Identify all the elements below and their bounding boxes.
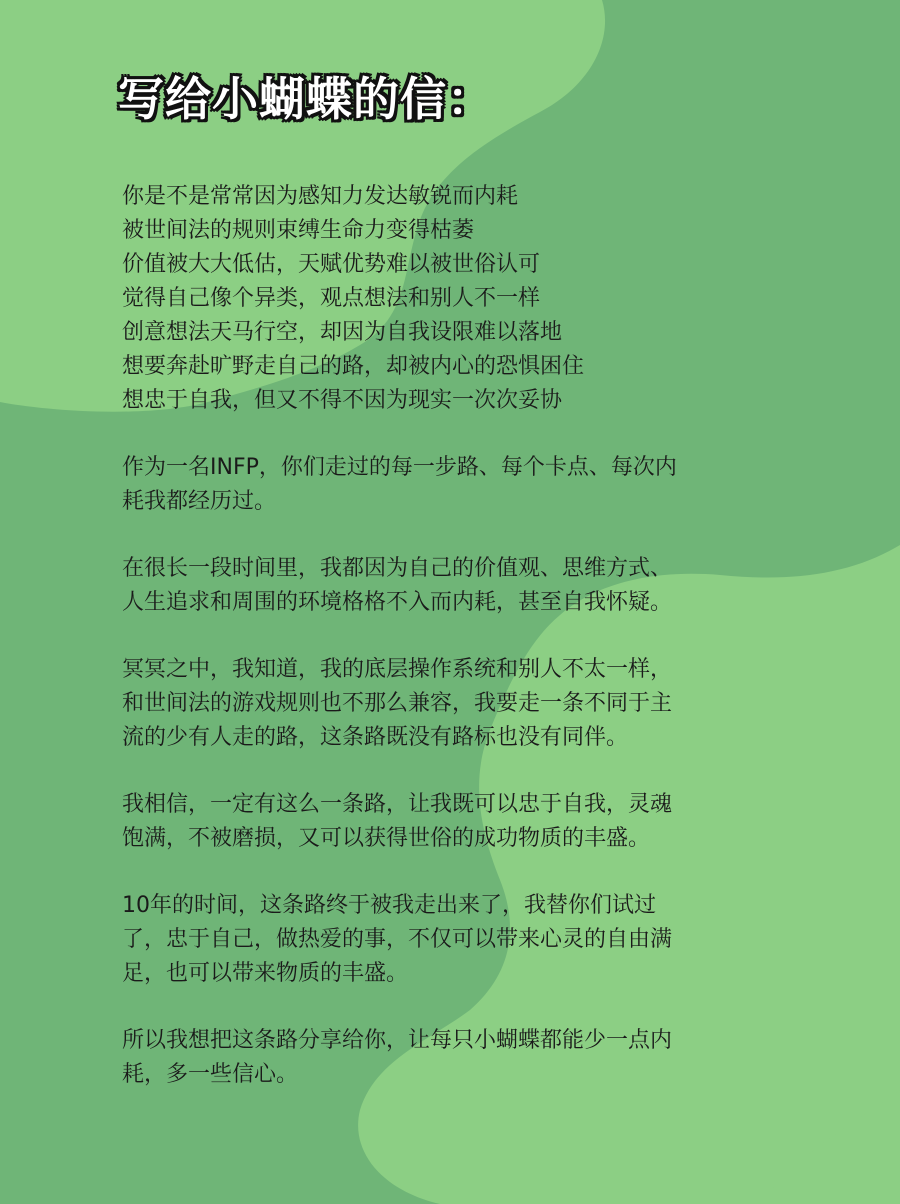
letter-line: 耗我都经历过。 [122, 489, 277, 514]
letter-line: 耗，多一些信心。 [122, 1062, 299, 1087]
letter-line: 了，忠于自己，做热爱的事，不仅可以带来心灵的自由满 [122, 927, 673, 952]
letter-paragraph [122, 451, 762, 519]
letter-line: 作为一名INFP，你们走过的每一步路、每个卡点、每次内 [122, 455, 677, 480]
letter-line: 价值被大大低估，天赋优势难以被世俗认可 [122, 252, 541, 277]
letter-line: 觉得自己像个异类，观点想法和别人不一样 [122, 286, 541, 311]
letter-paragraph [122, 653, 762, 755]
letter-paragraph [122, 788, 762, 856]
letter-paragraph [122, 1024, 762, 1092]
letter-line: 10年的时间，这条路终于被我走出来了，我替你们试过 [122, 893, 656, 918]
letter-paragraph [122, 889, 762, 991]
letter-line: 流的少有人走的路，这条路既没有路标也没有同伴。 [122, 725, 629, 750]
letter-line: 所以我想把这条路分享给你，让每只小蝴蝶都能少一点内 [122, 1028, 673, 1053]
letter-line: 足，也可以带来物质的丰盛。 [122, 961, 409, 986]
letter-line: 冥冥之中，我知道，我的底层操作系统和别人不太一样， [122, 657, 673, 682]
letter-line: 在很长一段时间里，我都因为自己的价值观、思维方式、 [122, 556, 673, 581]
letter-line: 和世间法的游戏规则也不那么兼容，我要走一条不同于主 [122, 691, 673, 716]
letter-line: 被世间法的规则束缚生命力变得枯萎 [122, 218, 475, 243]
letter-paragraph [122, 552, 762, 620]
letter-line: 人生追求和周围的环境格格不入而内耗，甚至自我怀疑。 [122, 590, 673, 615]
letter-line: 你是不是常常因为感知力发达敏锐而内耗 [122, 184, 519, 209]
letter-line: 我相信，一定有这么一条路，让我既可以忠于自我，灵魂 [122, 792, 673, 817]
letter-paragraph [122, 180, 762, 418]
letter-line: 想忠于自我，但又不得不因为现实一次次妥协 [122, 388, 563, 413]
letter-line: 想要奔赴旷野走自己的路，却被内心的恐惧困住 [122, 354, 585, 379]
page-title: 写给小蝴蝶的信： [118, 72, 494, 126]
letter-line: 饱满，不被磨损，又可以获得世俗的成功物质的丰盛。 [122, 826, 651, 851]
letter-body [122, 180, 762, 1092]
letter-line: 创意想法天马行空，却因为自我设限难以落地 [122, 320, 563, 345]
